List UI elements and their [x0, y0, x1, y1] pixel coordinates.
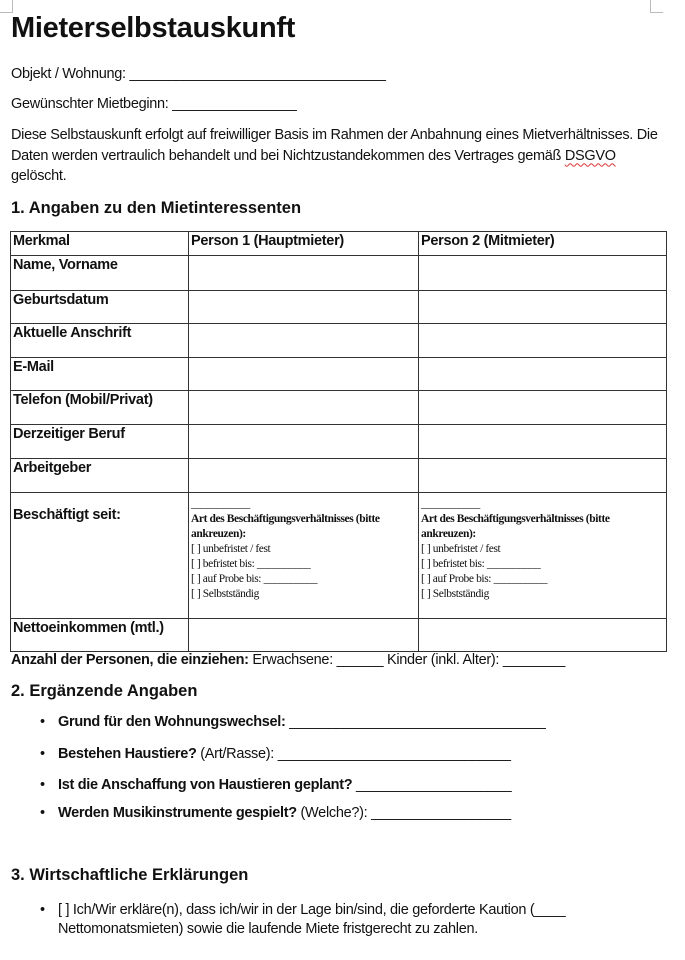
- person1-cell[interactable]: [189, 391, 419, 425]
- question-label: Bestehen Haustiere?: [58, 746, 197, 762]
- row-label: Telefon (Mobil/Privat): [11, 391, 189, 425]
- document-title: Mieterselbstauskunft: [11, 12, 296, 44]
- checkbox-option[interactable]: [ ] unbefristet / fest: [421, 543, 501, 555]
- person2-employment-cell[interactable]: [419, 493, 667, 619]
- persons-fields[interactable]: Erwachsene: ______ Kinder (inkl. Alter): ________: [248, 652, 565, 668]
- intro-text: Diese Selbstauskunft erfolgt auf freiwilliger Basis im Rahmen der Anbahnung eines Mietverhältnisses. Die Daten werden vertraulich behandelt und bei Nichtzustandekommen des Vertrages gemäß: [11, 127, 658, 164]
- row-label: Geburtsdatum: [11, 291, 189, 324]
- person1-cell[interactable]: [189, 324, 419, 358]
- date-blank[interactable]: ___________: [191, 498, 250, 510]
- employment-heading: Art des Beschäftigungsverhältnisses (bitte ankreuzen):: [191, 513, 380, 540]
- declaration-text: Nettomonatsmieten) sowie die laufende Miete fristgerecht zu zahlen.: [58, 921, 478, 937]
- spellcheck-word: DSGVO: [564, 147, 616, 164]
- table-row: [11, 291, 667, 324]
- bullet-icon: •: [40, 746, 45, 762]
- answer-blank[interactable]: (Art/Rasse): ______________________________: [196, 746, 511, 762]
- table-row: [11, 324, 667, 358]
- table-row: [11, 425, 667, 459]
- checkbox-option[interactable]: [ ] befristet bis: __________: [191, 558, 311, 570]
- answer-blank[interactable]: _________________________________: [285, 714, 546, 730]
- checkbox-option[interactable]: [ ] auf Probe bis: __________: [191, 573, 318, 585]
- mietbeginn-field[interactable]: Gewünschter Mietbeginn: ________________: [11, 96, 297, 112]
- objekt-field[interactable]: Objekt / Wohnung: _________________________________: [11, 66, 386, 82]
- person2-cell[interactable]: [419, 619, 667, 652]
- checkbox-option[interactable]: [ ] befristet bis: __________: [421, 558, 541, 570]
- person1-cell[interactable]: [189, 358, 419, 391]
- bullet-icon: •: [40, 902, 45, 918]
- bullet-icon: •: [40, 805, 45, 821]
- person1-cell[interactable]: [189, 619, 419, 652]
- table-header: Person 2 (Mitmieter): [419, 232, 667, 256]
- table-row: [11, 391, 667, 425]
- checkbox-option[interactable]: [ ] Selbstständig: [421, 588, 489, 600]
- section-heading-2: 2. Ergänzende Angaben: [11, 682, 198, 700]
- row-label: Beschäftigt seit:: [11, 493, 189, 619]
- person2-cell[interactable]: [419, 291, 667, 324]
- table-row: [11, 256, 667, 291]
- answer-blank[interactable]: ____________________: [352, 777, 512, 793]
- table-row: [11, 619, 667, 652]
- table-header: Merkmal: [11, 232, 189, 256]
- intro-paragraph: [11, 125, 661, 187]
- person2-cell[interactable]: [419, 425, 667, 459]
- employment-heading: Art des Beschäftigungsverhältnisses (bitte ankreuzen):: [421, 513, 610, 540]
- section-heading-3: 3. Wirtschaftliche Erklärungen: [11, 866, 249, 884]
- row-label: E-Mail: [11, 358, 189, 391]
- persons-label: Anzahl der Personen, die einziehen:: [11, 652, 249, 668]
- table-row: [11, 459, 667, 493]
- row-label: Derzeitiger Beruf: [11, 425, 189, 459]
- checkbox-option[interactable]: [ ] auf Probe bis: __________: [421, 573, 548, 585]
- page-corner-mark: [650, 0, 663, 13]
- date-blank[interactable]: ___________: [421, 498, 480, 510]
- table-row: [11, 358, 667, 391]
- person1-cell[interactable]: [189, 459, 419, 493]
- declaration-text[interactable]: [ ] Ich/Wir erkläre(n), dass ich/wir in der Lage bin/sind, die geforderte Kaution (____: [58, 902, 566, 918]
- person1-employment-cell[interactable]: [189, 493, 419, 619]
- checkbox-option[interactable]: [ ] Selbstständig: [191, 588, 259, 600]
- table-header: Person 1 (Hauptmieter): [189, 232, 419, 256]
- row-label: Nettoeinkommen (mtl.): [11, 619, 189, 652]
- answer-blank[interactable]: (Welche?): __________________: [296, 805, 511, 821]
- table-header-row: [11, 232, 667, 256]
- question-label: Ist die Anschaffung von Haustieren geplant?: [58, 777, 353, 793]
- person2-cell[interactable]: [419, 324, 667, 358]
- applicant-table: [10, 231, 667, 652]
- question-label: Werden Musikinstrumente gespielt?: [58, 805, 297, 821]
- row-label: Arbeitgeber: [11, 459, 189, 493]
- section-heading-1: 1. Angaben zu den Mietinteressenten: [11, 199, 302, 217]
- bullet-icon: •: [40, 714, 45, 730]
- intro-text: gelöscht.: [11, 168, 67, 184]
- question-label: Grund für den Wohnungswechsel:: [58, 714, 286, 730]
- table-row-employment: [11, 493, 667, 619]
- checkbox-option[interactable]: [ ] unbefristet / fest: [191, 543, 271, 555]
- person1-cell[interactable]: [189, 291, 419, 324]
- person2-cell[interactable]: [419, 358, 667, 391]
- row-label: Name, Vorname: [11, 256, 189, 291]
- bullet-icon: •: [40, 777, 45, 793]
- person2-cell[interactable]: [419, 256, 667, 291]
- persons-count-line[interactable]: [11, 652, 565, 668]
- person2-cell[interactable]: [419, 391, 667, 425]
- person1-cell[interactable]: [189, 425, 419, 459]
- row-label: Aktuelle Anschrift: [11, 324, 189, 358]
- person1-cell[interactable]: [189, 256, 419, 291]
- person2-cell[interactable]: [419, 459, 667, 493]
